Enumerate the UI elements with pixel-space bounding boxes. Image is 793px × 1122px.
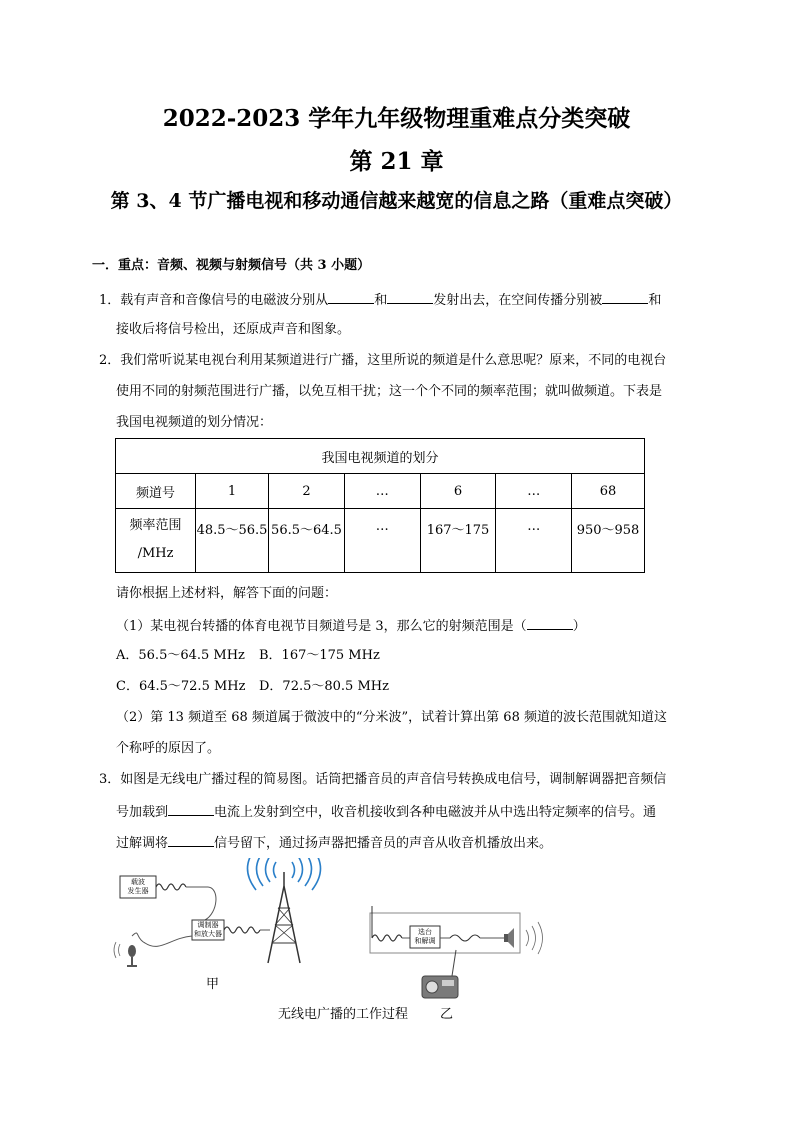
radio-icon (422, 950, 458, 998)
question-3-line1: 3．如图是无线电广播过程的简易图。话筒把播音员的声音信号转换成电信号，调制解调器把音频信 (99, 772, 667, 787)
option-c: C．64.5～72.5 MHz (116, 679, 246, 694)
unit-label: /MHz (137, 546, 174, 561)
speaker-icon (504, 922, 543, 954)
table-cell: … (496, 509, 572, 573)
figure-caption: 无线电广播的工作过程 (278, 1007, 409, 1022)
option-d: D．72.5～80.5 MHz (259, 679, 389, 694)
broadcast-figure (100, 858, 560, 1028)
box3-line1: 选台 (418, 928, 432, 936)
table-row (116, 509, 645, 573)
table-cell: 2 (269, 474, 345, 509)
blank (328, 290, 374, 304)
q3-text-d: 信号留下，通过扬声器把播音员的声音从收音机播放出来。 (214, 836, 553, 851)
table-cell: 频道号 (116, 474, 196, 509)
question-2-line2: 使用不同的射频范围进行广播，以免互相干扰；这一个个不同的频率范围；就叫做频道。下表是 (116, 384, 663, 399)
sub1-close: ） (572, 619, 586, 634)
sub1-text: （1）某电视台转播的体育电视节目频道号是 3，那么它的射频范围是（ (116, 619, 527, 634)
chapter-title: 第 21 章 (349, 148, 444, 175)
modulator-label (192, 921, 224, 939)
q3-text-a: 号加载到 (116, 805, 169, 820)
blank (168, 833, 214, 847)
blank (168, 802, 214, 816)
table-cell (116, 509, 196, 573)
subquestion-2-line1: （2）第 13 频道至 68 频道属于微波中的“分米波”，试着计算出第 68 频道的波长范围就知道这 (116, 710, 667, 725)
q3-text-c: 过解调将 (116, 836, 169, 851)
figure-label-jia: 甲 (206, 977, 220, 992)
table-cell: … (344, 509, 420, 573)
blank (527, 616, 573, 630)
table-cell: 1 (196, 474, 269, 509)
table-cell: 56.5～64.5 (269, 509, 345, 573)
table-cell: 48.5～56.5 (196, 509, 269, 573)
box1-line1: 载波 (131, 878, 145, 886)
option-b: B．167～175 MHz (259, 648, 380, 663)
question-3-line3 (116, 833, 552, 853)
table-cell: 6 (420, 474, 496, 509)
q1-text-b: 和 (374, 293, 388, 308)
channel-table (115, 438, 645, 573)
section-heading: 一．重点：音频、视频与射频信号（共 3 小题） (92, 258, 371, 273)
table-cell: … (344, 474, 420, 509)
question-2-line1: 2．我们常听说某电视台利用某频道进行广播，这里所说的频道是什么意思呢？原来，不同的电视台 (99, 353, 667, 368)
doc-title: 2022-2023 学年九年级物理重难点分类突破 (162, 105, 631, 132)
subquestion-2-line2: 个称呼的原因了。 (116, 741, 221, 756)
box3-line2: 和解调 (414, 937, 436, 945)
q1-text-a: 1．载有声音和音像信号的电磁波分别从 (99, 293, 329, 308)
table-cell: 950～958 (572, 509, 645, 573)
transmission-tower-icon (268, 872, 300, 963)
table-cell: 167～175 (420, 509, 496, 573)
question-2-line3: 我国电视频道的划分情况： (116, 415, 273, 430)
section-title: 第 3、4 节广播电视和移动通信越来越宽的信息之路（重难点突破） (110, 190, 683, 212)
subquestion-1 (116, 616, 586, 636)
q3-text-b: 电流上发射到空中，收音机接收到各种电磁波并从中选出特定频率的信号。通 (214, 805, 657, 820)
box2-line1: 调制器 (197, 921, 219, 929)
table-caption: 我国电视频道的划分 (116, 439, 645, 474)
blank (602, 290, 648, 304)
q1-text-d: 和 (648, 293, 662, 308)
tuner-label (410, 928, 440, 946)
table-cell: 68 (572, 474, 645, 509)
microphone-icon (114, 942, 137, 966)
option-a: A．56.5～64.5 MHz (116, 648, 245, 663)
q1-text-c: 发射出去，在空间传播分别被 (433, 293, 603, 308)
question-1-line1 (99, 290, 661, 310)
blank (387, 290, 433, 304)
question-1-line2: 接收后将信号检出，还原成声音和图象。 (116, 322, 351, 337)
range-label: 频率范围 (129, 518, 182, 533)
question-3-line2 (116, 802, 656, 822)
table-row (116, 474, 645, 509)
box2-line2: 和放大器 (194, 930, 222, 938)
box1-line2: 发生器 (127, 887, 149, 895)
question-2-prompt: 请你根据上述材料，解答下面的问题： (116, 586, 338, 601)
table-cell: … (496, 474, 572, 509)
figure-label-yi: 乙 (440, 1007, 454, 1022)
carrier-generator-label (120, 878, 156, 896)
